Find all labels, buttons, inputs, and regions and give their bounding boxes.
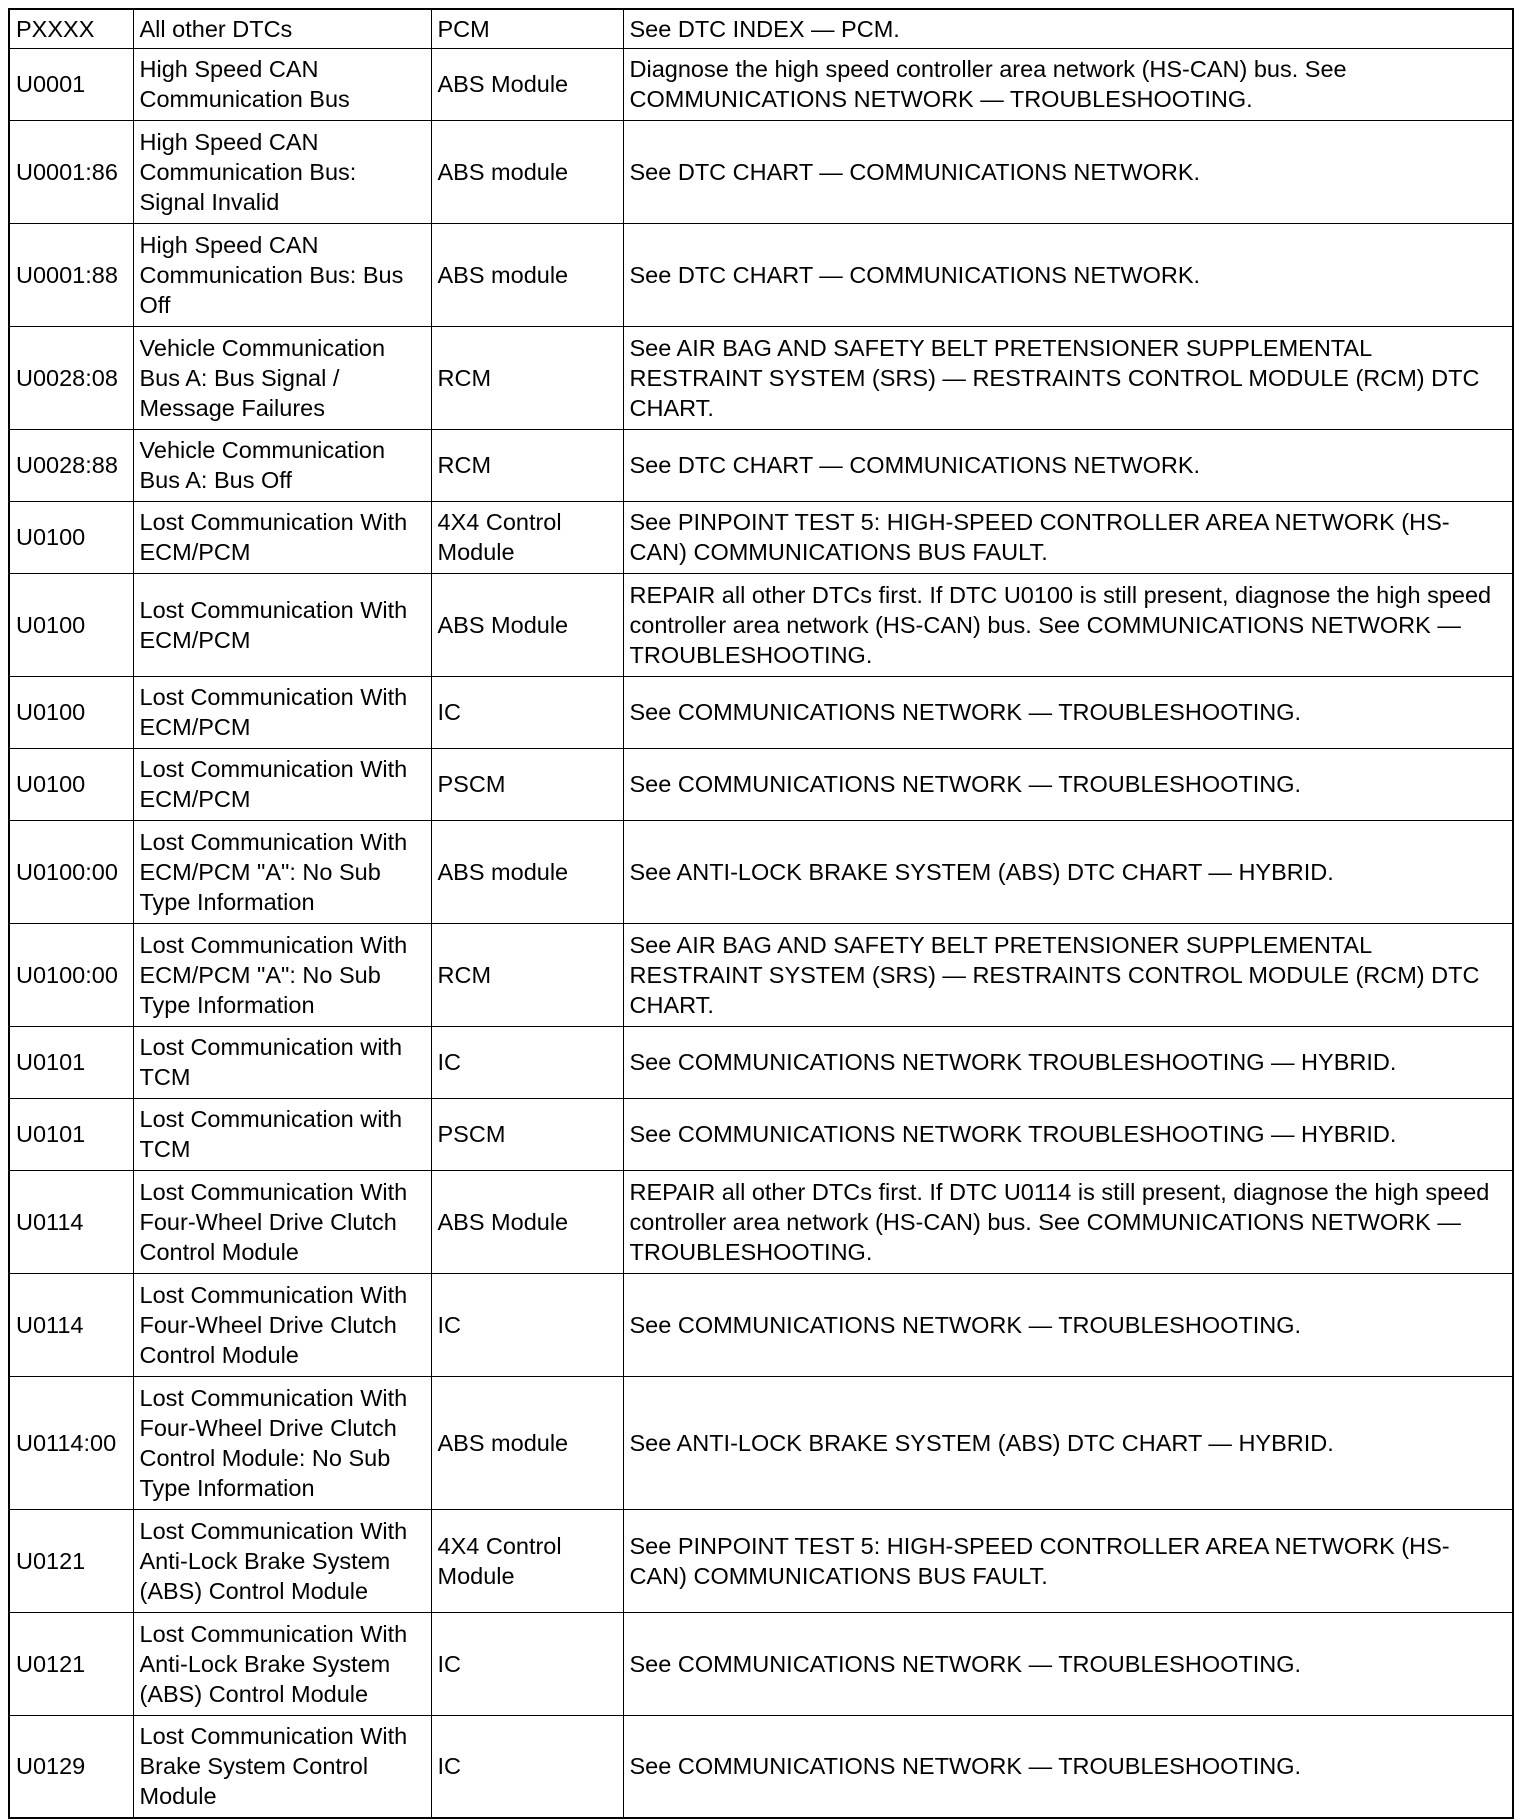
action-cell: See PINPOINT TEST 5: HIGH-SPEED CONTROLLER AREA NETWORK (HS-CAN) COMMUNICATIONS BUS FAULT. <box>623 1509 1513 1612</box>
action-cell: See AIR BAG AND SAFETY BELT PRETENSIONER SUPPLEMENTAL RESTRAINT SYSTEM (SRS) — RESTRAINTS CONTROL MODULE (RCM) DTC CHART. <box>623 326 1513 429</box>
dtc-code-cell: U0114:00 <box>9 1376 133 1509</box>
action-cell: See ANTI-LOCK BRAKE SYSTEM (ABS) DTC CHART — HYBRID. <box>623 820 1513 923</box>
table-row <box>9 429 1513 501</box>
table-row <box>9 676 1513 748</box>
module-cell: ABS module <box>431 223 623 326</box>
dtc-code-cell: U0001:88 <box>9 223 133 326</box>
dtc-code-cell: U0100 <box>9 676 133 748</box>
description-cell: Lost Communication With Brake System Control Module <box>133 1715 431 1818</box>
table-row <box>9 1273 1513 1376</box>
description-cell: Lost Communication With ECM/PCM <box>133 676 431 748</box>
dtc-code-cell: U0001 <box>9 48 133 120</box>
description-cell: Lost Communication with TCM <box>133 1026 431 1098</box>
table-row <box>9 501 1513 573</box>
table-row <box>9 1509 1513 1612</box>
dtc-table-body <box>9 9 1513 1818</box>
description-cell: Lost Communication With ECM/PCM "A": No Sub Type Information <box>133 923 431 1026</box>
description-cell: Lost Communication With Anti-Lock Brake System (ABS) Control Module <box>133 1612 431 1715</box>
description-cell: Lost Communication with TCM <box>133 1098 431 1170</box>
table-row <box>9 120 1513 223</box>
description-cell: All other DTCs <box>133 9 431 48</box>
action-cell: See DTC CHART — COMMUNICATIONS NETWORK. <box>623 120 1513 223</box>
action-cell: See DTC CHART — COMMUNICATIONS NETWORK. <box>623 429 1513 501</box>
action-cell: See PINPOINT TEST 5: HIGH-SPEED CONTROLLER AREA NETWORK (HS-CAN) COMMUNICATIONS BUS FAULT. <box>623 501 1513 573</box>
module-cell: ABS Module <box>431 48 623 120</box>
dtc-code-cell: U0121 <box>9 1509 133 1612</box>
module-cell: ABS Module <box>431 573 623 676</box>
action-cell: See COMMUNICATIONS NETWORK — TROUBLESHOOTING. <box>623 1715 1513 1818</box>
action-cell: Diagnose the high speed controller area network (HS-CAN) bus. See COMMUNICATIONS NETWORK — TROUBLESHOOTING. <box>623 48 1513 120</box>
dtc-code-cell: U0100:00 <box>9 820 133 923</box>
action-cell: See DTC INDEX — PCM. <box>623 9 1513 48</box>
dtc-code-cell: U0100 <box>9 748 133 820</box>
dtc-table <box>8 8 1514 1819</box>
table-row <box>9 223 1513 326</box>
dtc-code-cell: U0101 <box>9 1098 133 1170</box>
description-cell: Vehicle Communication Bus A: Bus Signal / Message Failures <box>133 326 431 429</box>
action-cell: REPAIR all other DTCs first. If DTC U0100 is still present, diagnose the high speed controller area network (HS-CAN) bus. See COMMUNICATIONS NETWORK — TROUBLESHOOTING. <box>623 573 1513 676</box>
action-cell: See COMMUNICATIONS NETWORK — TROUBLESHOOTING. <box>623 1612 1513 1715</box>
module-cell: ABS module <box>431 820 623 923</box>
table-row <box>9 9 1513 48</box>
module-cell: ABS Module <box>431 1170 623 1273</box>
dtc-code-cell: U0114 <box>9 1273 133 1376</box>
module-cell: PSCM <box>431 1098 623 1170</box>
module-cell: RCM <box>431 429 623 501</box>
table-row <box>9 1612 1513 1715</box>
dtc-code-cell: U0001:86 <box>9 120 133 223</box>
description-cell: Lost Communication With Anti-Lock Brake System (ABS) Control Module <box>133 1509 431 1612</box>
dtc-code-cell: U0100 <box>9 501 133 573</box>
dtc-code-cell: U0101 <box>9 1026 133 1098</box>
action-cell: See COMMUNICATIONS NETWORK — TROUBLESHOOTING. <box>623 1273 1513 1376</box>
action-cell: See COMMUNICATIONS NETWORK TROUBLESHOOTING — HYBRID. <box>623 1026 1513 1098</box>
description-cell: Lost Communication With Four-Wheel Drive Clutch Control Module <box>133 1170 431 1273</box>
dtc-code-cell: U0028:08 <box>9 326 133 429</box>
dtc-code-cell: U0121 <box>9 1612 133 1715</box>
module-cell: IC <box>431 1273 623 1376</box>
description-cell: High Speed CAN Communication Bus <box>133 48 431 120</box>
table-row <box>9 326 1513 429</box>
table-row <box>9 573 1513 676</box>
module-cell: PSCM <box>431 748 623 820</box>
description-cell: Lost Communication With ECM/PCM <box>133 573 431 676</box>
table-row <box>9 48 1513 120</box>
module-cell: IC <box>431 676 623 748</box>
module-cell: ABS module <box>431 1376 623 1509</box>
module-cell: IC <box>431 1026 623 1098</box>
description-cell: Lost Communication With ECM/PCM <box>133 748 431 820</box>
action-cell: See COMMUNICATIONS NETWORK — TROUBLESHOOTING. <box>623 676 1513 748</box>
module-cell: ABS module <box>431 120 623 223</box>
description-cell: High Speed CAN Communication Bus: Bus Off <box>133 223 431 326</box>
description-cell: Lost Communication With ECM/PCM "A": No Sub Type Information <box>133 820 431 923</box>
action-cell: See COMMUNICATIONS NETWORK TROUBLESHOOTING — HYBRID. <box>623 1098 1513 1170</box>
dtc-code-cell: U0100 <box>9 573 133 676</box>
module-cell: IC <box>431 1715 623 1818</box>
description-cell: Vehicle Communication Bus A: Bus Off <box>133 429 431 501</box>
dtc-code-cell: U0100:00 <box>9 923 133 1026</box>
module-cell: RCM <box>431 923 623 1026</box>
table-row <box>9 748 1513 820</box>
table-row <box>9 923 1513 1026</box>
description-cell: Lost Communication With Four-Wheel Drive Clutch Control Module <box>133 1273 431 1376</box>
dtc-code-cell: U0028:88 <box>9 429 133 501</box>
table-row <box>9 1170 1513 1273</box>
action-cell: See DTC CHART — COMMUNICATIONS NETWORK. <box>623 223 1513 326</box>
module-cell: PCM <box>431 9 623 48</box>
action-cell: REPAIR all other DTCs first. If DTC U0114 is still present, diagnose the high speed controller area network (HS-CAN) bus. See COMMUNICATIONS NETWORK — TROUBLESHOOTING. <box>623 1170 1513 1273</box>
module-cell: 4X4 Control Module <box>431 501 623 573</box>
action-cell: See AIR BAG AND SAFETY BELT PRETENSIONER SUPPLEMENTAL RESTRAINT SYSTEM (SRS) — RESTRAINTS CONTROL MODULE (RCM) DTC CHART. <box>623 923 1513 1026</box>
description-cell: High Speed CAN Communication Bus: Signal Invalid <box>133 120 431 223</box>
description-cell: Lost Communication With ECM/PCM <box>133 501 431 573</box>
dtc-code-cell: U0114 <box>9 1170 133 1273</box>
table-row <box>9 1715 1513 1818</box>
action-cell: See COMMUNICATIONS NETWORK — TROUBLESHOOTING. <box>623 748 1513 820</box>
table-row <box>9 1376 1513 1509</box>
module-cell: 4X4 Control Module <box>431 1509 623 1612</box>
table-row <box>9 820 1513 923</box>
action-cell: See ANTI-LOCK BRAKE SYSTEM (ABS) DTC CHART — HYBRID. <box>623 1376 1513 1509</box>
dtc-code-cell: U0129 <box>9 1715 133 1818</box>
table-row <box>9 1098 1513 1170</box>
dtc-code-cell: PXXXX <box>9 9 133 48</box>
module-cell: RCM <box>431 326 623 429</box>
description-cell: Lost Communication With Four-Wheel Drive Clutch Control Module: No Sub Type Information <box>133 1376 431 1509</box>
table-row <box>9 1026 1513 1098</box>
module-cell: IC <box>431 1612 623 1715</box>
